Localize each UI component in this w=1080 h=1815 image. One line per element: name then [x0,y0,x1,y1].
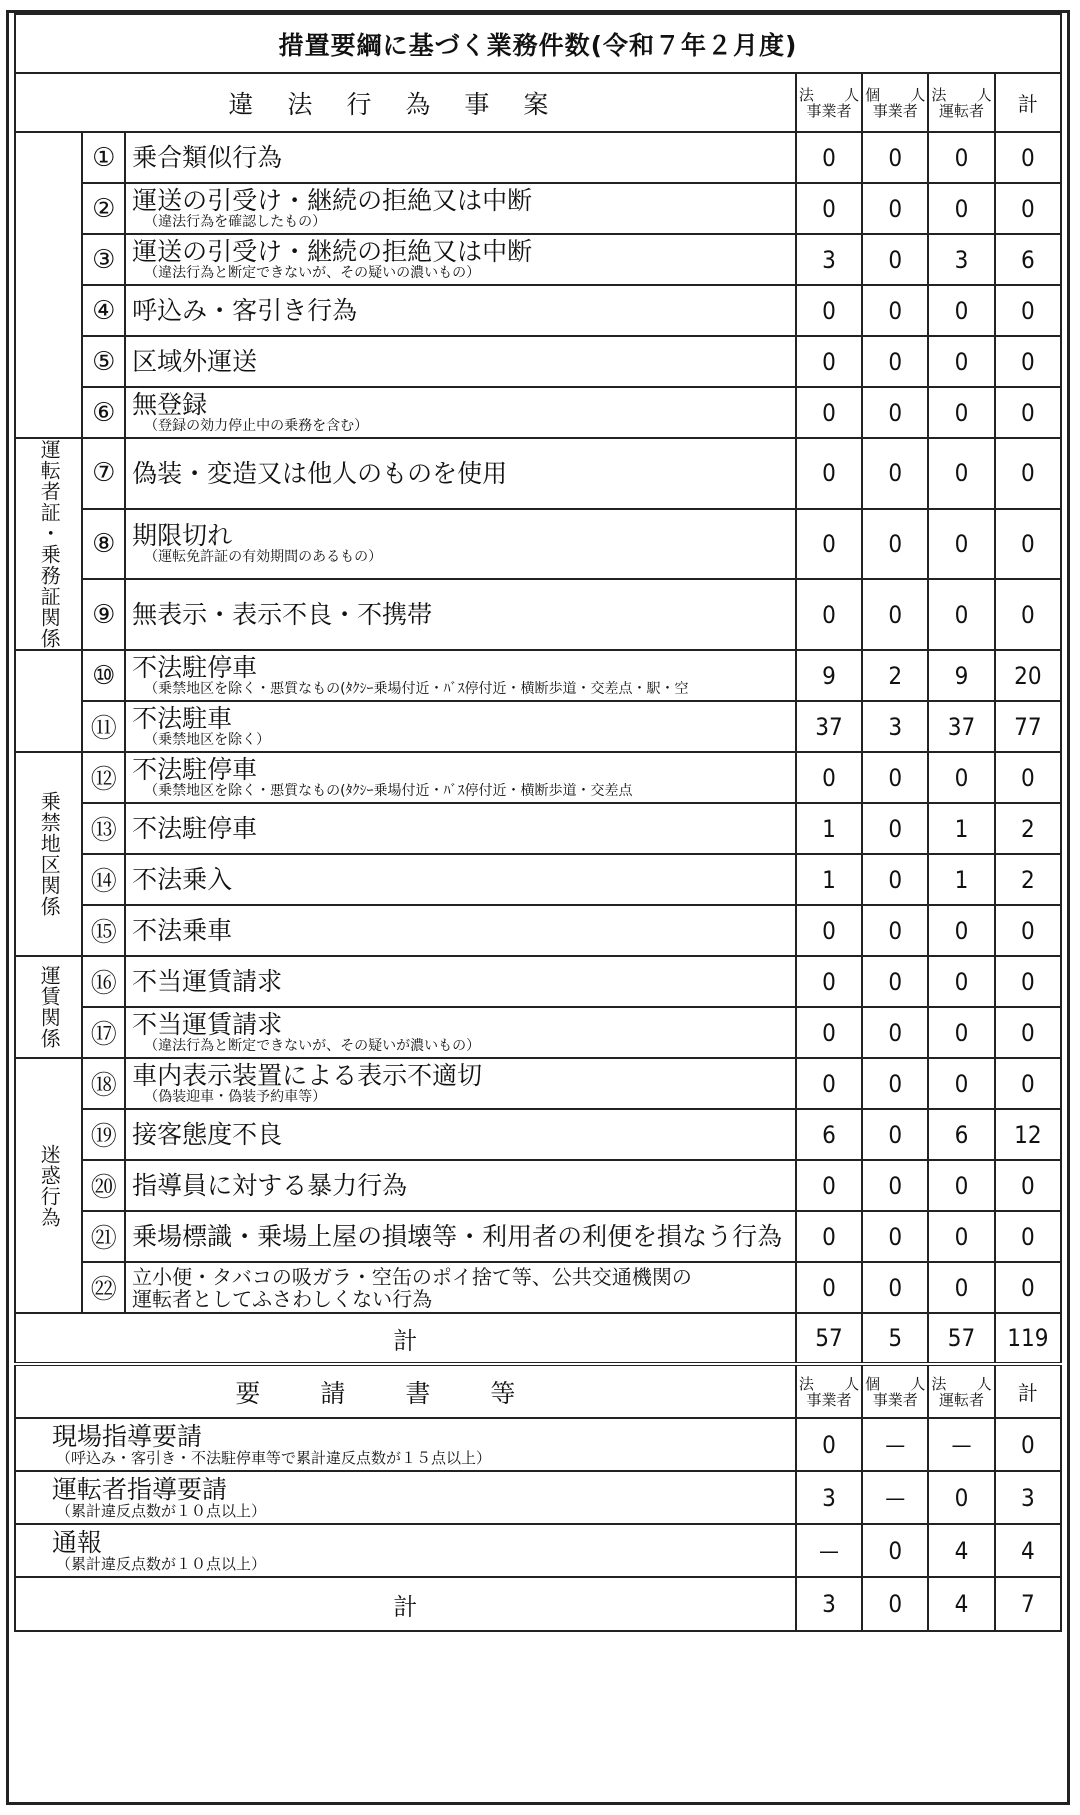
row-description [125,132,796,183]
row-number: ② [82,183,125,234]
col-header-corp-business: 法 人 事業者 [796,73,862,132]
request-sub-text: （累計違反点数が１０点以上） [56,1501,267,1520]
row-number: ⑫ [82,752,125,803]
value-individual-business: 0 [862,752,928,803]
row-number: ⑪ [82,701,125,752]
value-individual-business: 0 [862,803,928,854]
col-header-individual-business: 個 人 事業者 [862,73,928,132]
table-row [15,438,1061,509]
row-description [125,183,796,234]
request-total-corp-driver: 4 [928,1577,994,1631]
value-corp-business: 0 [796,285,862,336]
row-number: ⑲ [82,1109,125,1160]
row-description [125,854,796,905]
row-main-text: 無登録 [132,391,208,418]
request-value-corp-driver: 0 [928,1471,994,1524]
row-description [125,1058,796,1109]
request-value-individual-business: 0 [862,1524,928,1577]
row-main-text: 指導員に対する暴力行為 [132,1172,408,1199]
value-total: 0 [995,752,1061,803]
value-corp-driver: 0 [928,509,994,580]
table-row [15,1109,1061,1160]
value-corp-driver: 0 [928,1160,994,1211]
table-row [15,387,1061,438]
value-total: 12 [995,1109,1061,1160]
row-number: ⑯ [82,956,125,1007]
row-main-text: 不法乗入 [132,866,233,893]
table-row [15,509,1061,580]
value-total: 0 [995,336,1061,387]
value-individual-business: 0 [862,509,928,580]
req-col-header-corp-driver: 法 人 運転者 [928,1364,994,1418]
row-description [125,234,796,285]
value-individual-business: 0 [862,1262,928,1313]
value-total: 0 [995,1007,1061,1058]
value-total: 0 [995,1160,1061,1211]
table-title: 措置要綱に基づく業務件数(令和７年２月度) [15,14,1061,73]
report-table [14,13,1062,1632]
value-total: 0 [995,183,1061,234]
value-individual-business: 0 [862,854,928,905]
value-corp-business: 0 [796,956,862,1007]
row-sub-text: （偽装迎車・偽装予約車等） [144,1089,327,1105]
value-corp-driver: 0 [928,132,994,183]
row-number: ⑤ [82,336,125,387]
table-row [15,905,1061,956]
value-individual-business: 0 [862,234,928,285]
value-corp-business: 6 [796,1109,862,1160]
value-corp-business: 0 [796,752,862,803]
value-total: 0 [995,285,1061,336]
group-label-g1 [15,132,82,438]
violation-total-corp-driver: 57 [928,1313,994,1364]
row-number: ⑳ [82,1160,125,1211]
request-row [15,1418,1061,1471]
value-corp-business: 9 [796,650,862,701]
table-row [15,1058,1061,1109]
value-individual-business: 0 [862,336,928,387]
table-row [15,1007,1061,1058]
table-row [15,336,1061,387]
row-description [125,509,796,580]
value-total: 2 [995,854,1061,905]
row-number: ⑬ [82,803,125,854]
violation-total-total: 119 [995,1313,1061,1364]
row-number: ㉒ [82,1262,125,1313]
table-row [15,1211,1061,1262]
row-number: ⑧ [82,509,125,580]
value-individual-business: 0 [862,387,928,438]
row-sub-text: （乗禁地区を除く・悪質なもの(ﾀｸｼｰ乗場付近・ﾊﾞｽ停付近・横断歩道・交差点 [144,783,633,799]
value-corp-business: 3 [796,234,862,285]
row-main-text: 不法乗車 [132,917,233,944]
value-corp-driver: 37 [928,701,994,752]
value-corp-driver: 1 [928,803,994,854]
row-sub-text: （違法行為と断定できないが、その疑いが濃いもの） [144,1038,481,1054]
table-row [15,701,1061,752]
value-total: 0 [995,905,1061,956]
col-header-corp-driver: 法 人 運転者 [928,73,994,132]
value-total: 0 [995,579,1061,650]
row-description [125,285,796,336]
row-number: ① [82,132,125,183]
row-main-text: 無表示・表示不良・不携帯 [132,601,433,629]
request-value-corp-driver: 4 [928,1524,994,1577]
value-corp-business: 0 [796,905,862,956]
value-corp-business: 0 [796,387,862,438]
row-description [125,752,796,803]
table-row [15,1262,1061,1313]
row-description [125,1211,796,1262]
table-row [15,579,1061,650]
col-header-total: 計 [995,73,1061,132]
value-corp-business: 0 [796,132,862,183]
table-row [15,854,1061,905]
violation-total-individual-business: 5 [862,1313,928,1364]
table-row [15,285,1061,336]
row-description [125,579,796,650]
value-corp-driver: 0 [928,1058,994,1109]
value-corp-driver: 0 [928,752,994,803]
value-corp-business: 0 [796,1058,862,1109]
request-total-individual-business: 0 [862,1577,928,1631]
group-label-g3 [15,650,82,752]
request-main-text: 運転者指導要請 [52,1474,228,1504]
request-value-corp-business: 0 [796,1418,862,1471]
value-corp-business: 0 [796,1007,862,1058]
row-sub-text: （登録の効力停止中の乗務を含む） [144,418,369,434]
value-corp-driver: 0 [928,387,994,438]
value-corp-business: 0 [796,1211,862,1262]
value-individual-business: 0 [862,1160,928,1211]
value-corp-driver: 0 [928,956,994,1007]
row-main-text: 不法駐停車 [132,756,258,783]
request-sub-text: （累計違反点数が１０点以上） [56,1554,267,1573]
value-corp-driver: 1 [928,854,994,905]
row-sub-text: （乗禁地区を除く） [144,732,271,748]
request-main-text: 現場指導要請 [52,1421,203,1451]
row-sub-text: （違法行為を確認したもの） [144,214,327,230]
violation-total-label: 計 [15,1313,796,1364]
row-main-text: 偽装・変造又は他人のものを使用 [132,459,508,487]
request-value-corp-business: — [796,1524,862,1577]
value-corp-driver: 0 [928,905,994,956]
violation-total-row [15,1313,1061,1364]
row-description [125,701,796,752]
request-description [15,1418,796,1471]
row-main-text: 不法駐停車 [132,815,258,842]
table-row [15,752,1061,803]
row-main-text: 運送の引受け・継続の拒絶又は中断 [132,187,533,214]
request-main-text: 通報 [52,1527,103,1557]
value-individual-business: 0 [862,438,928,509]
request-row [15,1471,1061,1524]
value-individual-business: 0 [862,285,928,336]
value-corp-driver: 0 [928,1211,994,1262]
row-number: ③ [82,234,125,285]
row-description [125,387,796,438]
value-total: 0 [995,509,1061,580]
row-main-text: 運送の引受け・継続の拒絶又は中断 [132,238,533,265]
row-description [125,1160,796,1211]
row-number: ⑩ [82,650,125,701]
value-individual-business: 0 [862,1007,928,1058]
value-corp-driver: 0 [928,1262,994,1313]
request-total-total: 7 [995,1577,1061,1631]
row-main-text: 乗合類似行為 [132,144,283,171]
value-total: 6 [995,234,1061,285]
group-label-g2: 運転者証・乗務証関係 [15,438,82,650]
table-row [15,803,1061,854]
value-individual-business: 0 [862,579,928,650]
violation-total-corp-business: 57 [796,1313,862,1364]
value-individual-business: 0 [862,132,928,183]
value-individual-business: 0 [862,1058,928,1109]
value-individual-business: 0 [862,1211,928,1262]
request-total-label: 計 [15,1577,796,1631]
value-individual-business: 0 [862,1109,928,1160]
group-label-g4: 乗禁地区関係 [15,752,82,956]
row-number: ⑨ [82,579,125,650]
value-individual-business: 0 [862,905,928,956]
row-description [125,438,796,509]
row-main-text: 車内表示装置による表示不適切 [132,1062,483,1089]
value-corp-driver: 9 [928,650,994,701]
value-individual-business: 3 [862,701,928,752]
value-corp-business: 0 [796,1262,862,1313]
row-number: ⑥ [82,387,125,438]
request-value-total: 3 [995,1471,1061,1524]
request-value-corp-business: 3 [796,1471,862,1524]
value-total: 0 [995,132,1061,183]
value-corp-business: 0 [796,336,862,387]
table-row [15,956,1061,1007]
row-main-text: 不法駐停車 [132,654,258,681]
value-total: 77 [995,701,1061,752]
row-main-text: 期限切れ [132,522,233,550]
value-corp-business: 0 [796,1160,862,1211]
value-corp-driver: 0 [928,285,994,336]
request-header: 要請書等 [15,1364,796,1418]
value-total: 0 [995,1262,1061,1313]
value-total: 0 [995,956,1061,1007]
row-number: ④ [82,285,125,336]
row-sub-text: （違法行為と断定できないが、その疑いの濃いもの） [144,265,481,281]
value-corp-business: 0 [796,509,862,580]
row-description [125,905,796,956]
value-corp-driver: 0 [928,438,994,509]
value-corp-business: 0 [796,579,862,650]
row-sub-text: （乗禁地区を除く・悪質なもの(ﾀｸｼｰ乗場付近・ﾊﾞｽ停付近・横断歩道・交差点・駅・空 [144,681,689,697]
value-total: 0 [995,1058,1061,1109]
group-label-g6: 迷惑行為 [15,1058,82,1313]
row-description [125,336,796,387]
value-corp-driver: 0 [928,183,994,234]
row-number: ⑭ [82,854,125,905]
table-row [15,183,1061,234]
row-main-text: 不当運賃請求 [132,1011,283,1038]
value-corp-driver: 0 [928,336,994,387]
value-total: 20 [995,650,1061,701]
row-description [125,956,796,1007]
value-corp-driver: 0 [928,579,994,650]
value-total: 0 [995,438,1061,509]
row-number: ⑱ [82,1058,125,1109]
violation-header: 違法行為事案 [15,73,796,132]
row-number: ⑰ [82,1007,125,1058]
row-number: ㉑ [82,1211,125,1262]
row-description [125,1262,796,1313]
row-main-text: 不当運賃請求 [132,968,283,995]
request-total-row [15,1577,1061,1631]
table-row [15,650,1061,701]
request-header-row [15,1364,1061,1418]
value-total: 2 [995,803,1061,854]
group-label-g5: 運賃関係 [15,956,82,1058]
row-main-text: 区域外運送 [132,348,258,375]
request-value-total: 4 [995,1524,1061,1577]
value-corp-driver: 3 [928,234,994,285]
row-description [125,1007,796,1058]
request-row [15,1524,1061,1577]
value-corp-business: 0 [796,183,862,234]
row-description [125,1109,796,1160]
value-total: 0 [995,387,1061,438]
value-corp-driver: 0 [928,1007,994,1058]
row-description [125,803,796,854]
value-corp-business: 1 [796,803,862,854]
request-value-total: 0 [995,1418,1061,1471]
request-description [15,1524,796,1577]
row-main-text: 呼込み・客引き行為 [132,297,358,324]
table-row [15,234,1061,285]
request-value-corp-driver: — [928,1418,994,1471]
row-main-text: 立小便・タバコの吸ガラ・空缶のポイ捨て等、公共交通機関の [132,1265,692,1288]
value-corp-business: 37 [796,701,862,752]
row-number: ⑮ [82,905,125,956]
value-corp-business: 1 [796,854,862,905]
table-row [15,1160,1061,1211]
value-individual-business: 0 [862,183,928,234]
row-sub-text: （運転免許証の有効期間のあるもの） [144,549,383,566]
request-total-corp-business: 3 [796,1577,862,1631]
value-corp-driver: 6 [928,1109,994,1160]
row-main-text: 不法駐車 [132,705,233,732]
value-total: 0 [995,1211,1061,1262]
req-col-header-total: 計 [995,1364,1061,1418]
row-description [125,650,796,701]
request-description [15,1471,796,1524]
value-individual-business: 2 [862,650,928,701]
request-sub-text: （呼込み・客引き・不法駐停車等で累計違反点数が１５点以上） [56,1448,492,1467]
row-number: ⑦ [82,438,125,509]
value-corp-business: 0 [796,438,862,509]
value-individual-business: 0 [862,956,928,1007]
row-main-text: 乗場標識・乗場上屋の損壊等・利用者の利便を損なう行為 [132,1223,783,1250]
row-main-text: 接客態度不良 [132,1121,283,1148]
req-col-header-corp-business: 法 人 事業者 [796,1364,862,1418]
request-value-individual-business: — [862,1418,928,1471]
table-row [15,132,1061,183]
row-main-text-line2: 運転者としてふさわしくない行為 [132,1287,433,1310]
request-value-individual-business: — [862,1471,928,1524]
req-col-header-individual-business: 個 人 事業者 [862,1364,928,1418]
